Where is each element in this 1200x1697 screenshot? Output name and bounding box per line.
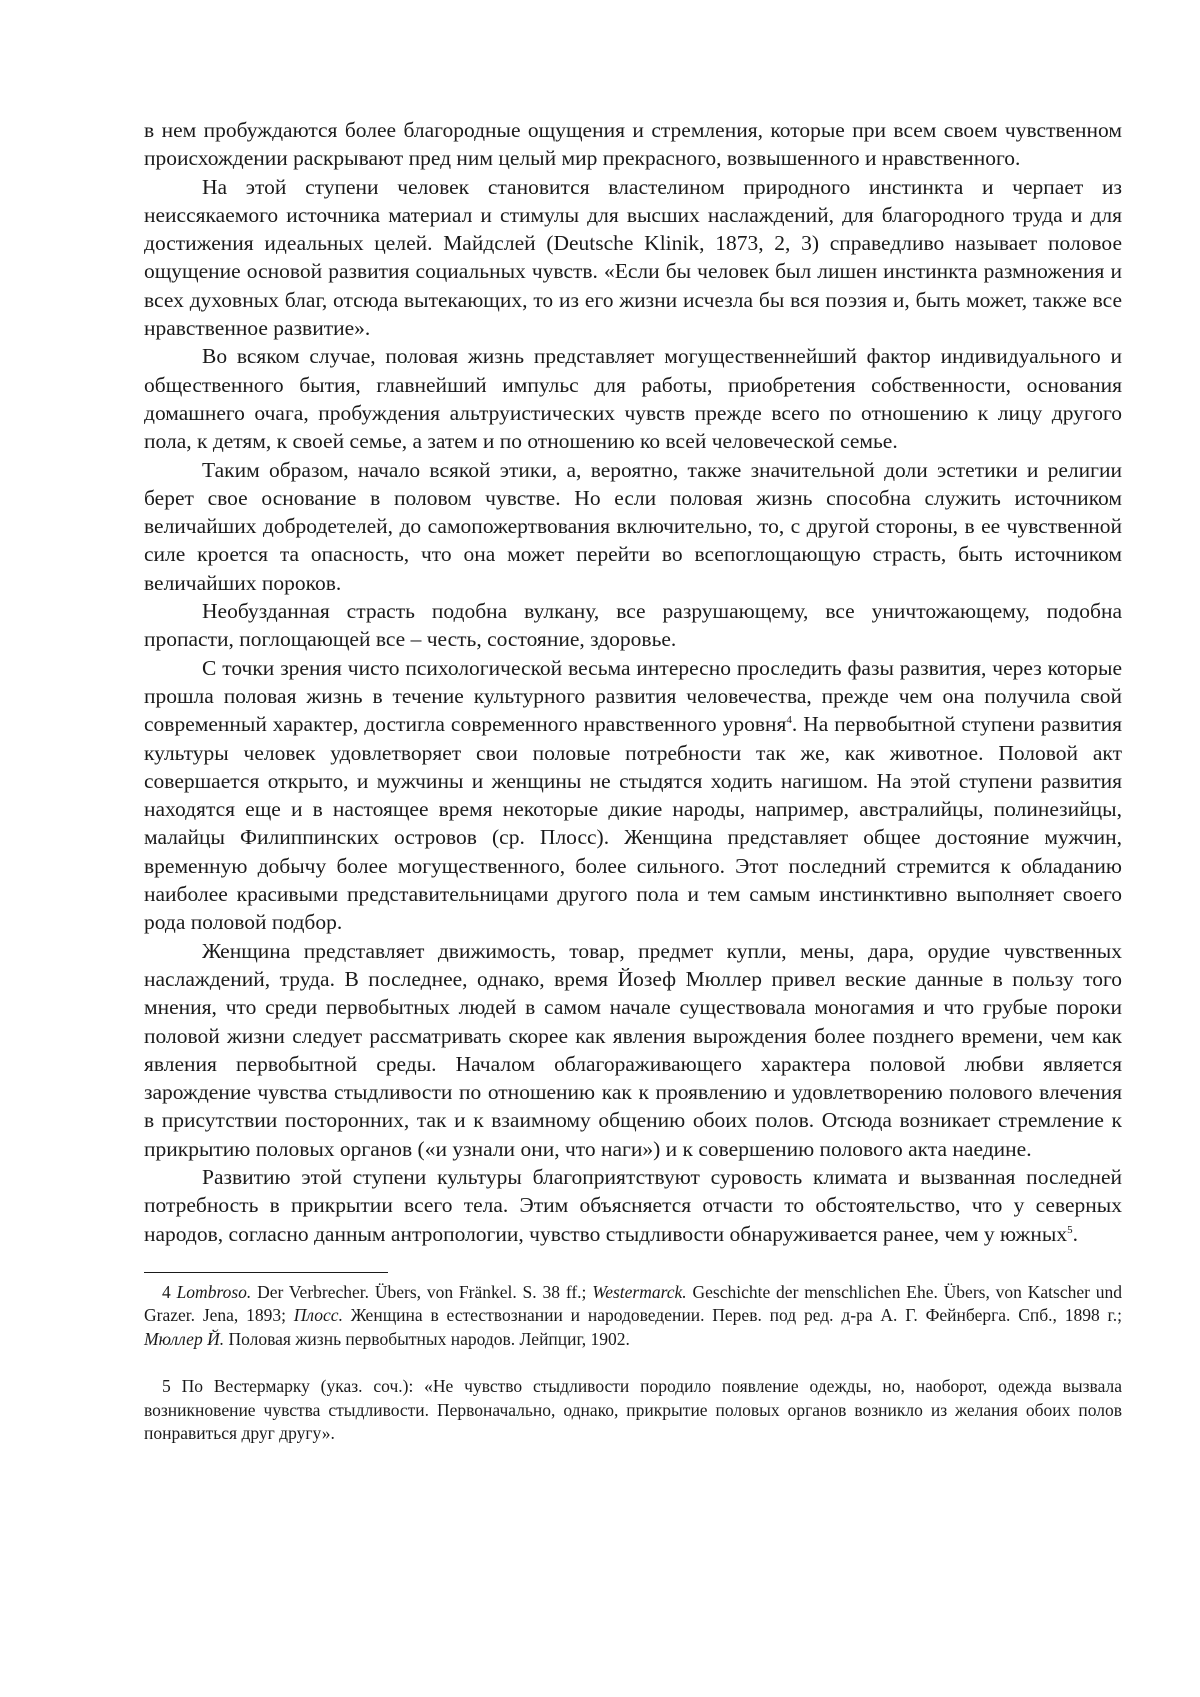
paragraph-6-part-1: С точки зрения чисто психологической весьма интересно проследить фазы развития, через которые прошла половая жизнь в течение культурного развития человечества, прежде чем она получила свой современный характер, достигла современного нравственного уровня <box>144 655 1122 737</box>
footnote-5 <box>144 1375 1122 1446</box>
footnote-4-author-2: Westermarck. <box>592 1281 687 1302</box>
footnote-4-text-1: Der Verbrecher. Übers, von Fränkel. S. 38 ff.; <box>251 1281 593 1302</box>
paragraph-6 <box>144 654 1122 937</box>
paragraph-1: в нем пробуждаются более благородные ощущения и стремления, которые при всем своем чувственном происхождении раскрывают пред ним целый мир прекрасного, возвышенного и нравственного. <box>144 118 1122 171</box>
footnote-4-author-1: Lombroso. <box>176 1281 252 1302</box>
footnote-4 <box>144 1281 1122 1352</box>
paragraph-3: Во всяком случае, половая жизнь представляет могущественнейший фактор индивидуального и общественного бытия, главнейший импульс для работы, приобретения собственности, основания домашнего очага, пробуждения альтруистических чувств прежде всего по отношению к лицу другого пола, к детям, к своей семье, а затем и по отношению ко всей человеческой семье. <box>144 344 1122 454</box>
footnote-4-number: 4 <box>162 1281 171 1302</box>
main-text <box>144 116 1122 1248</box>
paragraph-2: На этой ступени человек становится властелином природного инстинкта и черпает из неиссякаемого источника материал и стимулы для высших наслаждений, для благородного труда и для достижения идеальных целей. Майдслей (Deutsche Klinik, 1873, 2, 3) справедливо называет половое ощущение основой развития социальных чувств. «Если бы человек был лишен инстинкта размножения и всех духовных благ, отсюда вытекающих, то из его жизни исчезла бы вся поэзия и, быть может, также все нравственное развитие». <box>144 174 1122 341</box>
footnote-4-author-4: Мюллер Й. <box>144 1328 225 1349</box>
paragraph-4: Таким образом, начало всякой этики, а, вероятно, также значительной доли эстетики и религии берет свое основание в половом чувстве. Но если половая жизнь способна служить источником величайших добродетелей, до самопожертвования включительно, то, с другой стороны, в ее чувственной силе кроется та опасность, что она может перейти во всепоглощающую страсть, быть источником величайших пороков. <box>144 457 1122 595</box>
paragraph-8-part-2: . <box>1072 1221 1078 1246</box>
footnote-5-text: По Вестермарку (указ. соч.): «Не чувство стыдливости породило появление одежды, но, наоборот, одежда вызвала возникновение чувства стыдливости. Первоначально, однако, прикрытие половых органов возникло из желания обоих полов понравиться друг другу». <box>144 1376 1122 1444</box>
footnote-5-number: 5 <box>162 1376 171 1397</box>
paragraph-7: Женщина представляет движимость, товар, предмет купли, мены, дара, орудие чувственных наслаждений, труда. В последнее, однако, время Йозеф Мюллер привел веские данные в пользу того мнения, что среди первобытных людей в самом начале существовала моногамия и что грубые пороки половой жизни следует рассматривать скорее как явления вырождения более позднего времени, чем как явления первобытной среды. Началом облагораживающего характера половой любви является зарождение чувства стыдливости по отношению как к проявлению и удовлетворению полового влечения в присутствии посторонних, так и к взаимному общению обоих полов. Отсюда возникает стремление к прикрытию половых органов («и узнали они, что наги») и к совершению полового акта наедине. <box>144 938 1122 1161</box>
paragraph-8 <box>144 1163 1122 1248</box>
paragraph-5: Необузданная страсть подобна вулкану, все разрушающему, все уничтожающему, подобна пропасти, поглощающей все – честь, состояние, здоровье. <box>144 599 1122 652</box>
footnote-ref-5[interactable]: 5 <box>1067 1223 1073 1236</box>
footnote-ref-4[interactable]: 4 <box>786 714 792 727</box>
paragraph-6-part-2: . На первобытной ступени развития культуры человек удовлетворяет свои половые потребности так же, как животное. Половой акт совершается открыто, и мужчины и женщины не стыдятся ходить нагишом. На этой ступени развития находятся еще и в настоящее время некоторые дикие народы, например, австралийцы, полинезийцы, малайцы Филиппинских островов (ср. Плосс). Женщина представляет общее достояние мужчин, временную добычу более могущественного, более сильного. Этот последний стремится к обладанию наиболее красивыми представительницами другого пола и тем самым инстинктивно выполняет своего рода половой подбор. <box>144 712 1122 935</box>
footnote-separator <box>144 1272 388 1273</box>
footnote-4-text-4: Половая жизнь первобытных народов. Лейпциг, 1902. <box>224 1328 630 1349</box>
document-page <box>144 116 1122 1446</box>
footnote-4-text-2: Geschichte der menschlichen Ehe. Übers, von Katscher und Grazer. Jena, 1893; <box>144 1281 1122 1326</box>
footnote-4-text-3: Женщина в естествознании и народоведении. Перев. под ред. д-ра А. Г. Фейнберга. Спб., 1898 г.; <box>342 1305 1122 1326</box>
paragraph-8-part-1: Развитию этой ступени культуры благоприятствуют суровость климата и вызванная последней потребность в прикрытии всего тела. Этим объясняется отчасти то обстоятельство, что у северных народов, согласно данным антропологии, чувство стыдливости обнаруживается ранее, чем у южных <box>144 1164 1122 1246</box>
footnote-4-author-3: Плосс. <box>293 1305 343 1326</box>
